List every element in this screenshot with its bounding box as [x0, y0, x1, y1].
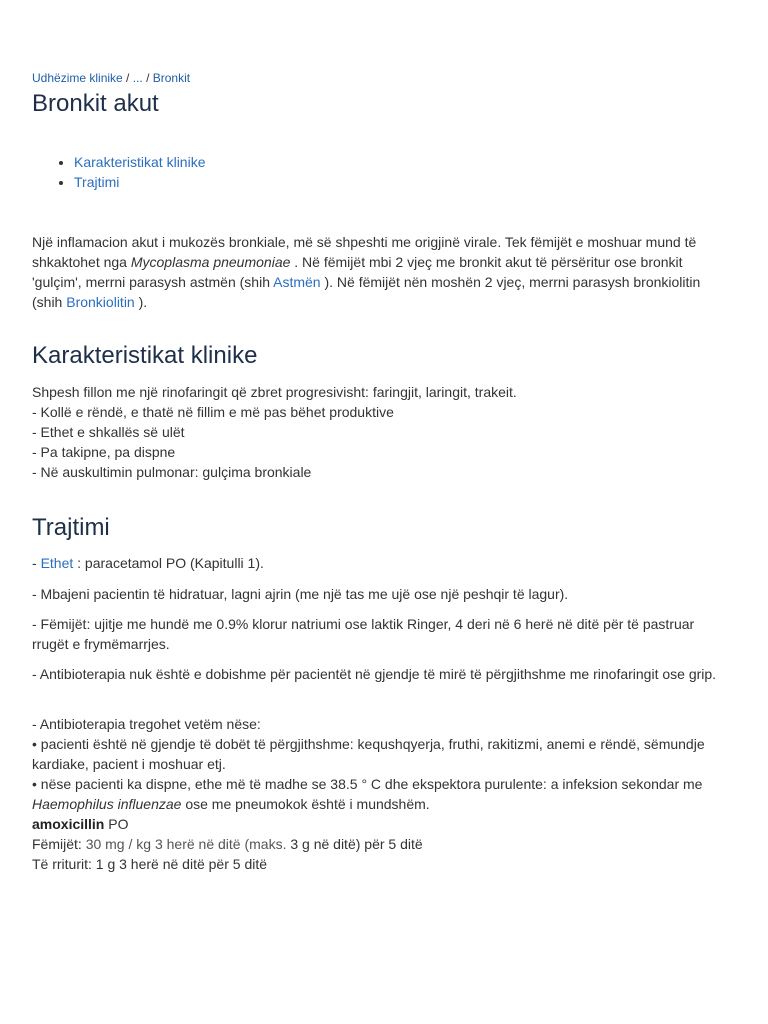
intro-text: ). Në fëmijët nën moshën 2 vjeç, merrni parasysh bronkiolitin (shih [32, 274, 701, 310]
link-fever[interactable]: Ethet [40, 555, 74, 571]
indication-bullet: • pacienti është në gjendje të dobët të përgjithshme: kequshqyerja, fruthi, rakitizmi, anemi e rëndë, sëmundje kardiake, pacient i moshuar etj. [32, 736, 705, 772]
breadcrumb-ellipsis[interactable]: ... [132, 71, 143, 85]
link-bronchiolitis[interactable]: Bronkiolitin [66, 294, 135, 310]
drug-route: PO [104, 816, 129, 832]
intro-paragraph [32, 232, 732, 312]
treatment-children: - Fëmijët: ujitje me hundë me 0.9% klorur natriumi ose laktik Ringer, 4 deri në 6 herë në ditë për të pastruar rrugët e frymëmarrjes. [32, 616, 695, 652]
clinical-line: - Kollë e rëndë, e thatë në fillim e më pas bëhet produktive [32, 404, 394, 420]
drug-line [32, 814, 732, 834]
child-dose-value: 30 mg / kg 3 herë në ditë (maks. [85, 836, 291, 852]
toc-link-treatment[interactable]: Trajtimi [74, 174, 120, 190]
indication-bullet [32, 774, 732, 814]
clinical-line: - Ethet e shkallës së ulët [32, 424, 185, 440]
toc-link-clinical-features[interactable]: Karakteristikat klinike [74, 154, 206, 170]
intro-text: . Në fëmijët mbi 2 vjeç me bronkit akut të përsëritur ose bronkit 'gulçim', merrni parasysh astmën (shih [32, 254, 683, 290]
child-dose-line [32, 834, 732, 854]
fever-prefix: - [32, 555, 41, 571]
intro-text: Një inflamacion akut i mukozës bronkiale, më së shpeshti me origjinë virale. Tek fëmijët e moshuar mund të shkaktohet nga [32, 234, 697, 270]
breadcrumb-separator: / [142, 71, 153, 85]
organism-name: Mycoplasma pneumoniae [130, 254, 291, 270]
section-heading-treatment: Trajtimi [32, 514, 110, 541]
section-heading-clinical-features: Karakteristikat klinike [32, 342, 258, 369]
table-of-contents [32, 152, 206, 192]
clinical-line: - Pa takipne, pa dispne [32, 444, 176, 460]
breadcrumb-separator: / [122, 71, 133, 85]
fever-text: : paracetamol PO (Kapitulli 1). [73, 555, 264, 571]
child-dose-label: Fëmijët: [32, 836, 86, 852]
child-dose-max: 3 g në ditë) për 5 ditë [290, 836, 423, 852]
page-title: Bronkit akut [32, 90, 159, 117]
clinical-line: - Në auskultimin pulmonar: gulçima bronkiale [32, 464, 312, 480]
clinical-features-list [32, 382, 732, 482]
clinical-line: Shpesh fillon me një rinofaringit që zbret progresivisht: faringjit, laringit, trakeit. [32, 384, 517, 400]
treatment-antibiotics-not-useful: - Antibioterapia nuk është e dobishme për pacientët në gjendje të mirë të përgjithshme me rinofaringit ose grip. [32, 666, 717, 682]
breadcrumb [32, 71, 190, 85]
antibiotics-intro: - Antibioterapia tregohet vetëm nëse: [32, 716, 261, 732]
adult-dose-line: Të rriturit: 1 g 3 herë në ditë për 5 ditë [32, 856, 268, 872]
intro-text: ). [134, 294, 148, 310]
treatment-antibiotics-indications [32, 714, 732, 874]
toc-item [74, 152, 206, 172]
treatment-fever [32, 553, 732, 573]
breadcrumb-bronchitis[interactable]: Bronkit [152, 71, 191, 85]
indication-text: • nëse pacienti ka dispne, ethe më të madhe se 38.5 ° C dhe ekspektora purulente: a infeksion sekondar me [32, 776, 703, 792]
bacterium-name: Haemophilus influenzae [32, 796, 182, 812]
breadcrumb-clinical-guidelines[interactable]: Udhëzime klinike [32, 71, 123, 85]
link-asthma[interactable]: Astmën [273, 274, 321, 290]
toc-item [74, 172, 206, 192]
drug-name: amoxicillin [32, 816, 105, 832]
indication-text: ose me pneumokok është i mundshëm. [181, 796, 430, 812]
treatment-hydration: - Mbajeni pacientin të hidratuar, lagni ajrin (me një tas me ujë ose një peshqir të lagur). [32, 586, 569, 602]
